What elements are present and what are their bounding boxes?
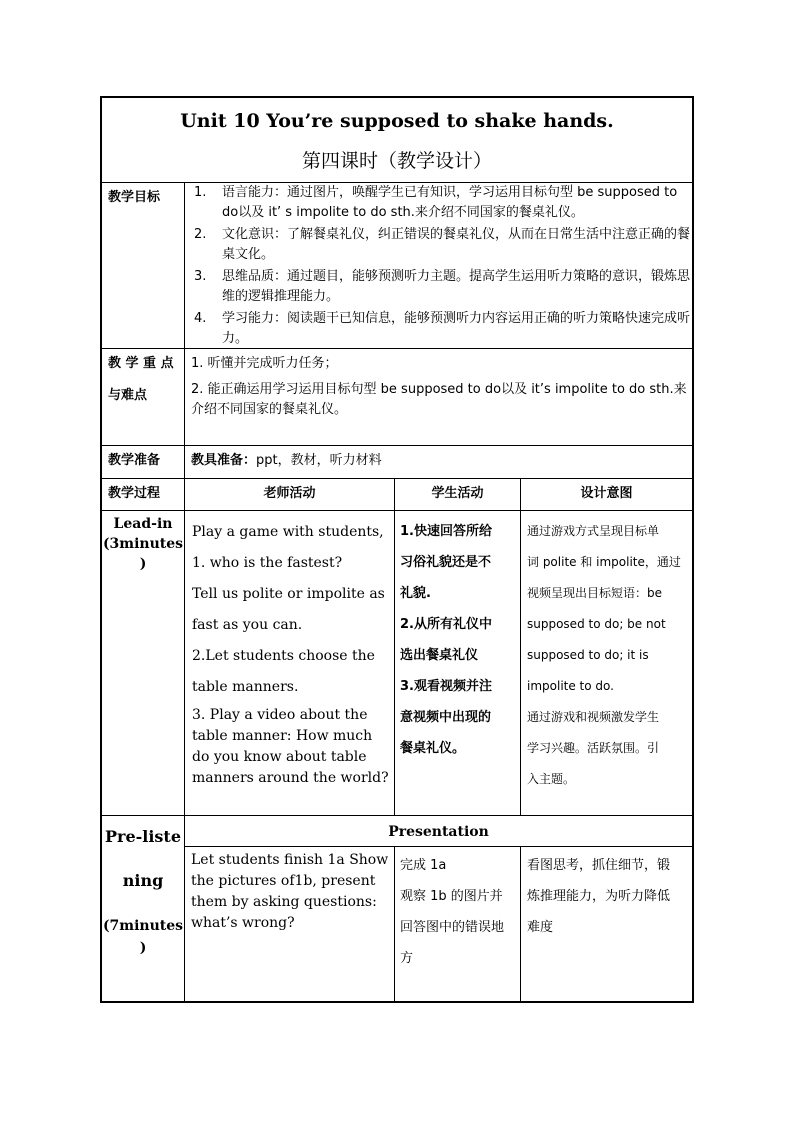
col-divider xyxy=(520,846,521,1003)
objectives-list xyxy=(188,183,690,347)
row-divider xyxy=(100,348,694,349)
objective-item: 4. 学习能力：阅读题干已知信息，能够预测听力内容运用正确的听力策略快速完成听力。 xyxy=(194,311,690,346)
table-border-top xyxy=(100,96,694,98)
col-divider xyxy=(394,478,395,816)
process-label: 教学过程 xyxy=(108,486,161,501)
pre-listening-student-activities: 完成 1a 观察 1b 的图片并 回答图中的错误地 方 xyxy=(400,858,505,966)
pre-listening-design-intent: 看图思考，抓住细节，锻 炼推理能力，为听力降低 难度 xyxy=(527,858,671,935)
column-header-student: 学生活动 xyxy=(431,486,484,501)
objectives-label: 教学目标 xyxy=(108,190,161,205)
stage-pre-listening: Pre-liste ning (7minutes ) xyxy=(102,827,184,956)
row-divider xyxy=(184,846,694,847)
row-divider xyxy=(100,815,694,816)
preparation-content xyxy=(191,451,689,471)
presentation-section-title: Presentation xyxy=(388,824,489,840)
pre-listening-teacher-activities: Let students finish 1a Show the pictures of1b, present them by asking questions: what’s wrong? xyxy=(191,852,389,931)
col-divider xyxy=(184,182,185,1003)
col-divider xyxy=(394,846,395,1003)
column-header-intent: 设计意图 xyxy=(580,486,633,501)
column-header-teacher: 老师活动 xyxy=(263,486,316,501)
objective-item: 2. 文化意识：了解餐桌礼仪，纠正错误的餐桌礼仪，从而在日常生活中注意正确的餐桌文化。 xyxy=(194,227,690,262)
objective-item: 1. 语言能力：通过图片，唤醒学生已有知识，学习运用目标句型 be supposed to do以及 it’ s impolite to do sth.来介绍不同国家的餐桌礼仪。 xyxy=(194,185,678,220)
lead-in-design-intent: 通过游戏方式呈现目标单 词 polite 和 impolite，通过 视频呈现出目标短语：be supposed to do; be not supposed to do; it is impolite to do. 通过游戏和视频激发学生 学习兴趣。活跃氛围。引 入主题。 xyxy=(527,524,681,786)
stage-lead-in: Lead-in (3minutes ) xyxy=(102,516,184,572)
key-points-label-line1: 教 学 重 点 xyxy=(108,356,174,371)
key-point-item: 2. 能正确运用学习运用目标句型 be supposed to do以及 it’s impolite to do sth.来介绍不同国家的餐桌礼仪。 xyxy=(191,382,687,417)
objective-item: 3. 思维品质：通过题目，能够预测听力主题。提高学生运用听力策略的意识，锻炼思维的逻辑推理能力。 xyxy=(194,269,690,304)
preparation-label: 教学准备 xyxy=(108,453,161,468)
preparation-items: ppt，教材，听力材料 xyxy=(256,453,382,468)
document-subtitle: 第四课时（教学设计） xyxy=(301,150,492,172)
table-border-bottom xyxy=(100,1001,694,1003)
col-divider xyxy=(520,478,521,816)
document-title: Unit 10 You’re supposed to shake hands. xyxy=(180,110,614,132)
key-points-label-line2: 与难点 xyxy=(108,388,148,403)
key-point-item: 1. 听懂并完成听力任务； xyxy=(191,356,338,371)
lead-in-student-activities: 1.快速回答所给 习俗礼貌还是不 礼貌. 2.从所有礼仪中 选出餐桌礼仪 3.观看视频并注 意视频中出现的 餐桌礼仪。 xyxy=(400,524,492,756)
lead-in-teacher-activities: Play a game with students, 1. who is the fastest? Tell us polite or impolite as fast as you can. 2.Let students choose the table manners. 3. Play a video about the table manner: How much do you know about table manners around the world? xyxy=(192,524,389,786)
row-divider xyxy=(100,445,694,446)
table-border-right xyxy=(692,96,694,1003)
row-divider xyxy=(100,510,694,511)
preparation-prefix: 教具准备： xyxy=(191,453,257,468)
row-divider xyxy=(100,478,694,479)
